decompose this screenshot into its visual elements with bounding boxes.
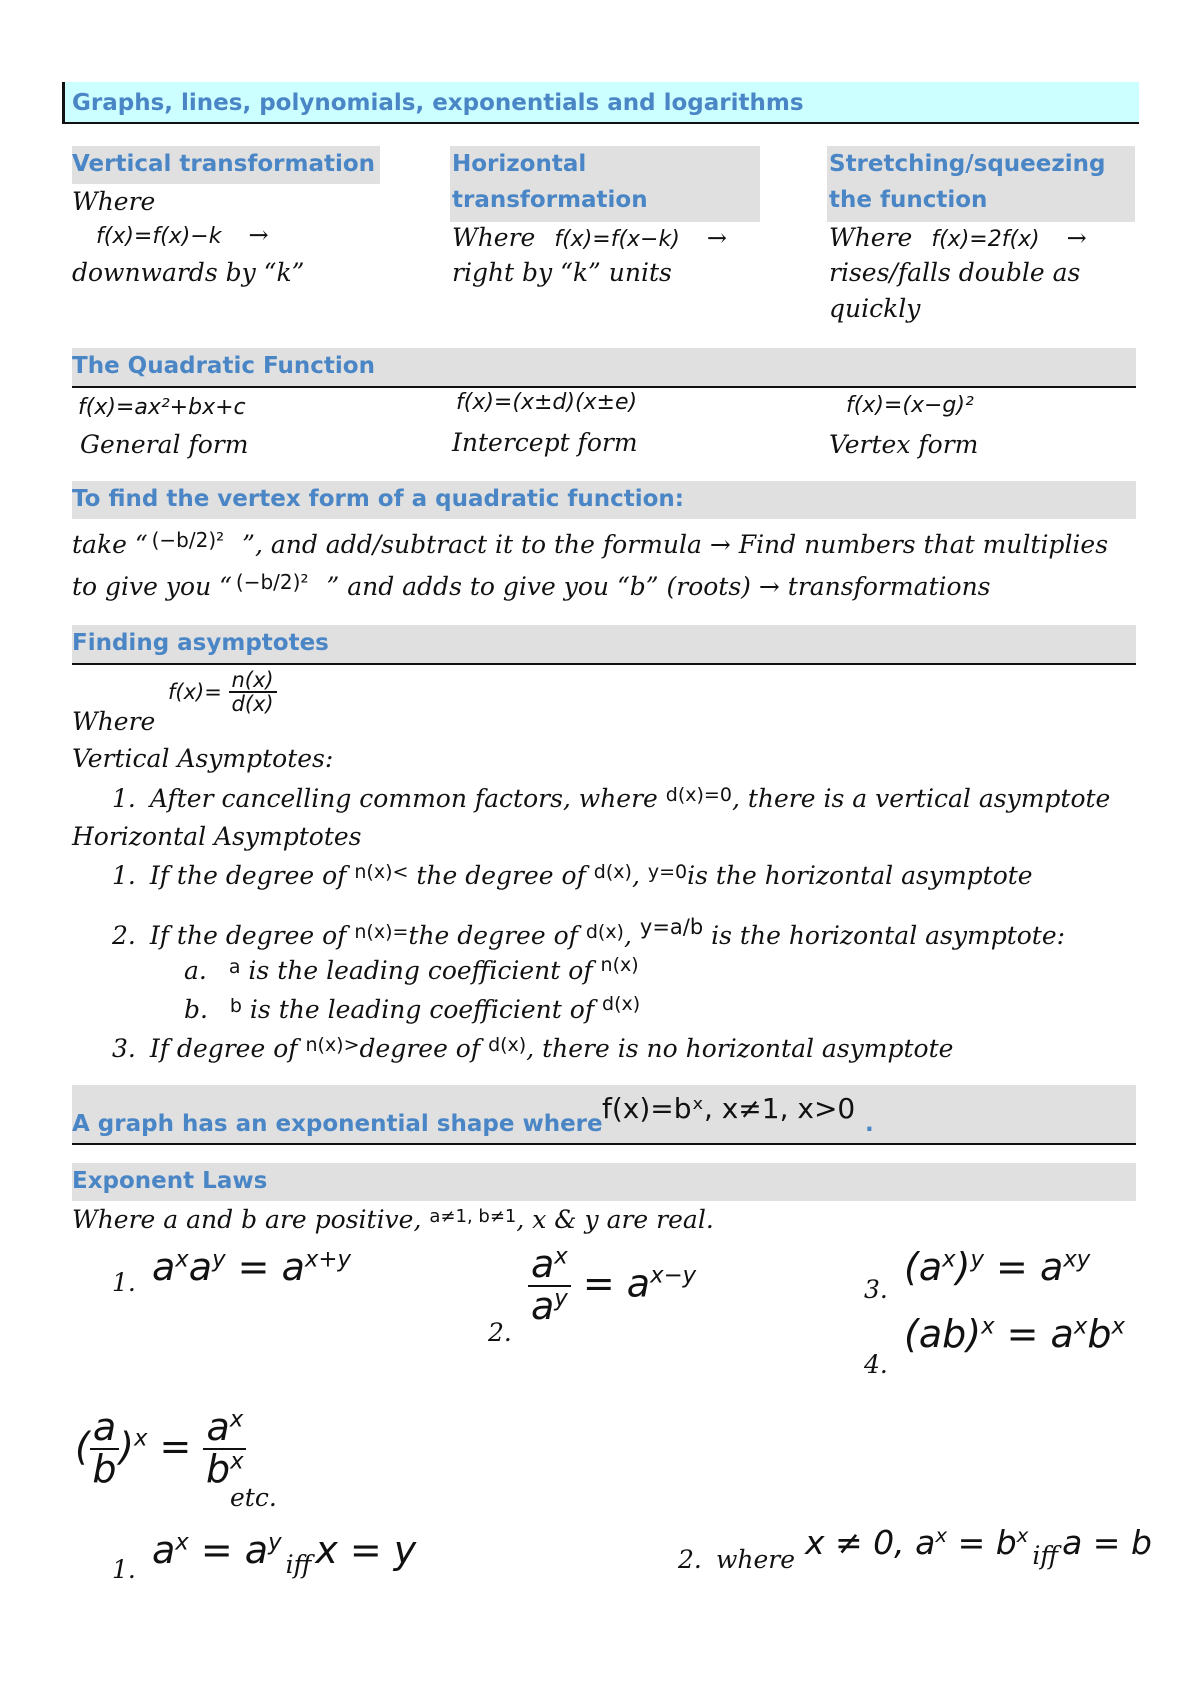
vertex-formula: f(x)=(x−g)²: [846, 393, 974, 418]
arrow-icon: →: [1066, 224, 1087, 252]
exponential-dot: .: [865, 1111, 874, 1137]
exponent-laws-intro: Where a and b are positive, $^{a\ne 1, b\ne 1}$, x & y are real.: [72, 1205, 714, 1234]
horizontal-desc: right by “k” units: [452, 258, 672, 287]
law-2-number: 2.: [488, 1318, 512, 1347]
law-4-formula: $(ab)^x = a^xb^x$: [904, 1312, 1125, 1356]
horizontal-rule-2b: b. $^b$ is the leading coefficient of $^{d(x)}$: [184, 993, 641, 1024]
law-1-number: 1.: [112, 1268, 136, 1297]
rational-function: f(x)= $\frac{n(x)}{d(x)}$: [168, 669, 277, 715]
exponential-heading: A graph has an exponential shape where: [72, 1111, 603, 1137]
vertex-label: Vertex form: [829, 430, 979, 459]
intercept-formula: f(x)=(x±d)(x±e): [456, 390, 638, 415]
arrow-icon: →: [758, 572, 780, 601]
vertex-find-line-1: take “ $^{(-b/2)^2}$ ”, and add/subtract it to the formula → Find numbers that multiplies: [72, 528, 1109, 559]
asymptotes-heading: Finding asymptotes: [72, 630, 329, 656]
equality-1-number: 1.: [112, 1555, 136, 1584]
vertex-find-line-2: to give you “ $^{(-b/2)^2}$ ” and adds to give you “b” (roots) → transformations: [72, 570, 991, 601]
law-1-formula: $a^xa^y = a^{x+y}$: [152, 1245, 351, 1289]
horizontal-rule-2: 2. If the degree of $^{n(x)=}$the degree of $^{d(x)}$, $^{y=a/b}$ is the horizontal asymptote:: [112, 915, 1066, 950]
stretch-desc-2: quickly: [829, 294, 921, 323]
vertical-heading: Vertical transformation: [72, 151, 376, 177]
horizontal-rule-3: 3. If degree of $^{n(x)>}$degree of $^{d(x)}$, there is no horizontal asymptote: [112, 1034, 954, 1063]
horizontal-rule-1: 1. If the degree of $^{n(x)<}$ the degree of $^{d(x)}$, $^{y=0}$is the horizontal asymptote: [112, 861, 1033, 890]
horizontal-heading-1: Horizontal: [452, 151, 587, 177]
intercept-label: Intercept form: [452, 428, 638, 457]
page-title: Graphs, lines, polynomials, exponentials and logarithms: [72, 90, 804, 116]
stretch-desc-1: rises/falls double as: [829, 258, 1081, 287]
equality-1-formula: $a^x = a^y_{iff}$ x = y: [152, 1528, 417, 1579]
equality-2-number: 2.: [678, 1545, 702, 1574]
horizontal-rule-2a: a. $^a$ is the leading coefficient of $^{n(x)}$: [184, 954, 639, 985]
quadratic-heading: The Quadratic Function: [72, 353, 375, 379]
vertical-asymptotes-title: Vertical Asymptotes:: [72, 744, 334, 773]
law-2-formula: $\frac{a^x}{a^y}$ = $a^{x-y}$: [528, 1245, 696, 1327]
vertex-find-heading: To find the vertex form of a quadratic function:: [72, 486, 684, 512]
equality-2-formula: x ≠ 0, $a^x = b^x_{iff}$ a = b: [805, 1523, 1152, 1570]
vertical-where: Where: [72, 187, 156, 216]
arrow-icon: →: [706, 224, 727, 252]
general-formula: f(x)=ax²+bx+c: [78, 395, 246, 420]
law-3-number: 3.: [864, 1275, 888, 1304]
arrow-icon: →: [248, 221, 269, 249]
vertical-formula: f(x)=f(x)−k →: [96, 221, 269, 249]
equality-2-where: where: [716, 1545, 796, 1574]
horizontal-asymptotes-title: Horizontal Asymptotes: [72, 822, 362, 851]
vertical-desc: downwards by “k”: [72, 258, 305, 287]
exponential-formula: f(x)=bˣ, x≠1, x>0: [602, 1092, 856, 1125]
etc-label: etc.: [230, 1483, 277, 1512]
stretch-formula: Where f(x)=2f(x) →: [829, 223, 1087, 252]
arrow-icon: →: [709, 530, 731, 559]
general-label: General form: [80, 430, 249, 459]
vertical-rule-1: 1. After cancelling common factors, where $^{d(x)=0}$, there is a vertical asymptote: [112, 784, 1111, 813]
law-5-formula: ( $\frac{a}{b}$ )$^x$ = $\frac{a^x}{b^x}$: [75, 1408, 246, 1490]
law-3-formula: $(a^x)^y = a^{xy}$: [904, 1245, 1091, 1289]
asymptotes-where: Where: [72, 707, 156, 736]
stretch-heading-2: the function: [829, 187, 988, 213]
stretch-heading-1: Stretching/squeezing: [829, 151, 1106, 177]
horizontal-formula: Where f(x)=f(x−k) →: [452, 223, 727, 252]
law-4-number: 4.: [864, 1350, 888, 1379]
horizontal-heading-2: transformation: [452, 187, 648, 213]
exponent-laws-heading: Exponent Laws: [72, 1168, 268, 1194]
